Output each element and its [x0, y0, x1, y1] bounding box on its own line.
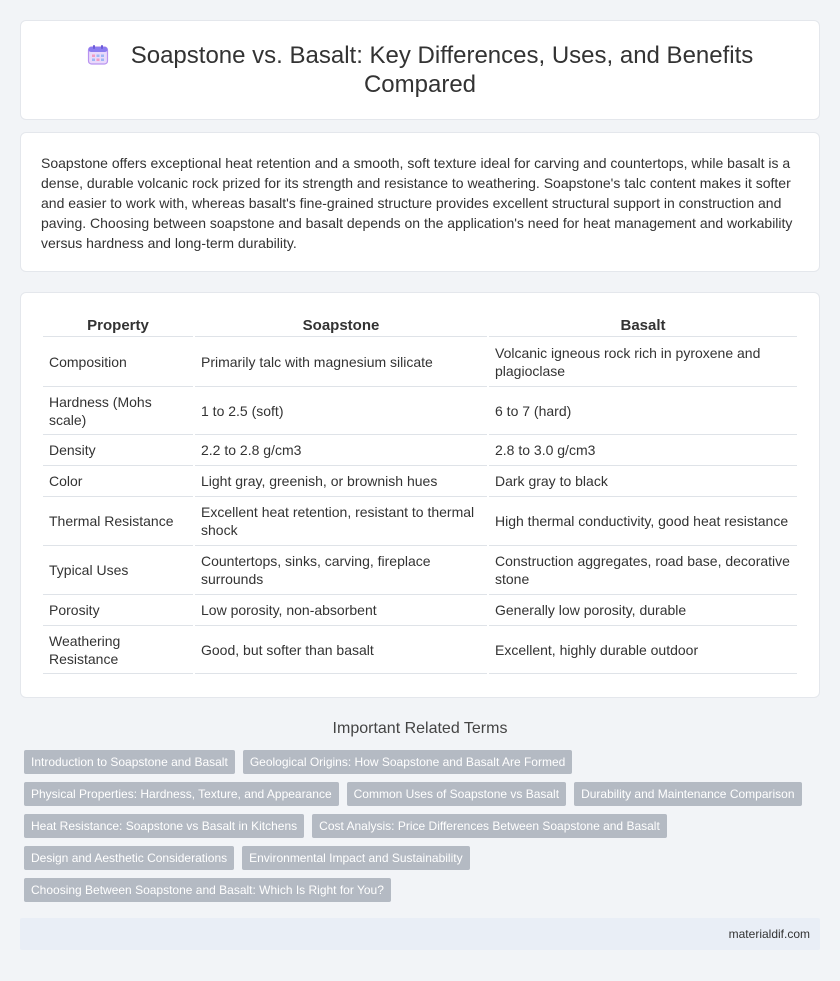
- table-row: [43, 546, 797, 595]
- cell-basalt: Construction aggregates, road base, decorative stone: [489, 546, 797, 595]
- intro-paragraph: Soapstone offers exceptional heat retention and a smooth, soft texture ideal for carving and countertops, while basalt is a dense, durable volcanic rock prized for its strength and resistance to weathering. Soapstone's talc content makes it softer and easier to work with, whereas basalt's fine-grained structure provides excellent structural support in construction and paving. Choosing between soapstone and basalt depends on the application's need for heat management and workability versus hardness and long-term durability.: [41, 155, 793, 251]
- footer-site-link[interactable]: materialdif.com: [728, 927, 810, 941]
- cell-property: Density: [43, 435, 193, 466]
- cell-basalt: Volcanic igneous rock rich in pyroxene and plagioclase: [489, 337, 797, 387]
- intro-card: [20, 132, 820, 272]
- related-term-tag[interactable]: Design and Aesthetic Considerations: [24, 846, 234, 870]
- cell-property: Typical Uses: [43, 546, 193, 595]
- title-wrap: [81, 41, 759, 99]
- cell-soapstone: Low porosity, non-absorbent: [195, 595, 487, 626]
- cell-basalt: High thermal conductivity, good heat resistance: [489, 497, 797, 546]
- related-terms-list: [20, 750, 820, 902]
- cell-soapstone: Primarily talc with magnesium silicate: [195, 337, 487, 387]
- related-term-tag[interactable]: Introduction to Soapstone and Basalt: [24, 750, 235, 774]
- related-term-tag[interactable]: Common Uses of Soapstone vs Basalt: [347, 782, 566, 806]
- calendar-icon: [87, 44, 109, 66]
- comparison-table-card: [20, 292, 820, 698]
- header-soapstone: Soapstone: [195, 313, 487, 337]
- cell-property: Porosity: [43, 595, 193, 626]
- table-row: [43, 595, 797, 626]
- related-term-tag[interactable]: Physical Properties: Hardness, Texture, and Appearance: [24, 782, 339, 806]
- cell-soapstone: Excellent heat retention, resistant to thermal shock: [195, 497, 487, 546]
- table-row: [43, 497, 797, 546]
- cell-soapstone: Light gray, greenish, or brownish hues: [195, 466, 487, 497]
- header-property: Property: [43, 313, 193, 337]
- related-term-tag[interactable]: Choosing Between Soapstone and Basalt: Which Is Right for You?: [24, 878, 391, 902]
- header-card: [20, 20, 820, 120]
- cell-basalt: Dark gray to black: [489, 466, 797, 497]
- cell-property: Thermal Resistance: [43, 497, 193, 546]
- cell-soapstone: Good, but softer than basalt: [195, 626, 487, 674]
- cell-soapstone: 1 to 2.5 (soft): [195, 387, 487, 435]
- table-row: [43, 387, 797, 435]
- table-row: [43, 466, 797, 497]
- related-terms-title: Important Related Terms: [332, 720, 508, 737]
- page-title-text: Soapstone vs. Basalt: Key Differences, Uses, and Benefits Compared: [130, 42, 754, 98]
- header-basalt: Basalt: [489, 313, 797, 337]
- page-title: [81, 41, 759, 99]
- table-row: [43, 626, 797, 674]
- comparison-table: [41, 313, 799, 674]
- cell-basalt: Generally low porosity, durable: [489, 595, 797, 626]
- cell-property: Hardness (Mohs scale): [43, 387, 193, 435]
- related-term-tag[interactable]: Durability and Maintenance Comparison: [574, 782, 801, 806]
- cell-property: Composition: [43, 337, 193, 387]
- related-term-tag[interactable]: Geological Origins: How Soapstone and Basalt Are Formed: [243, 750, 573, 774]
- cell-basalt: 6 to 7 (hard): [489, 387, 797, 435]
- cell-soapstone: Countertops, sinks, carving, fireplace surrounds: [195, 546, 487, 595]
- cell-basalt: 2.8 to 3.0 g/cm3: [489, 435, 797, 466]
- cell-soapstone: 2.2 to 2.8 g/cm3: [195, 435, 487, 466]
- table-row: [43, 435, 797, 466]
- related-term-tag[interactable]: Cost Analysis: Price Differences Between Soapstone and Basalt: [312, 814, 667, 838]
- cell-property: Color: [43, 466, 193, 497]
- table-header-row: [43, 313, 797, 337]
- related-term-tag[interactable]: Heat Resistance: Soapstone vs Basalt in Kitchens: [24, 814, 304, 838]
- related-term-tag[interactable]: Environmental Impact and Sustainability: [242, 846, 469, 870]
- table-row: [43, 337, 797, 387]
- footer-bar: [20, 918, 820, 950]
- cell-property: Weathering Resistance: [43, 626, 193, 674]
- cell-basalt: Excellent, highly durable outdoor: [489, 626, 797, 674]
